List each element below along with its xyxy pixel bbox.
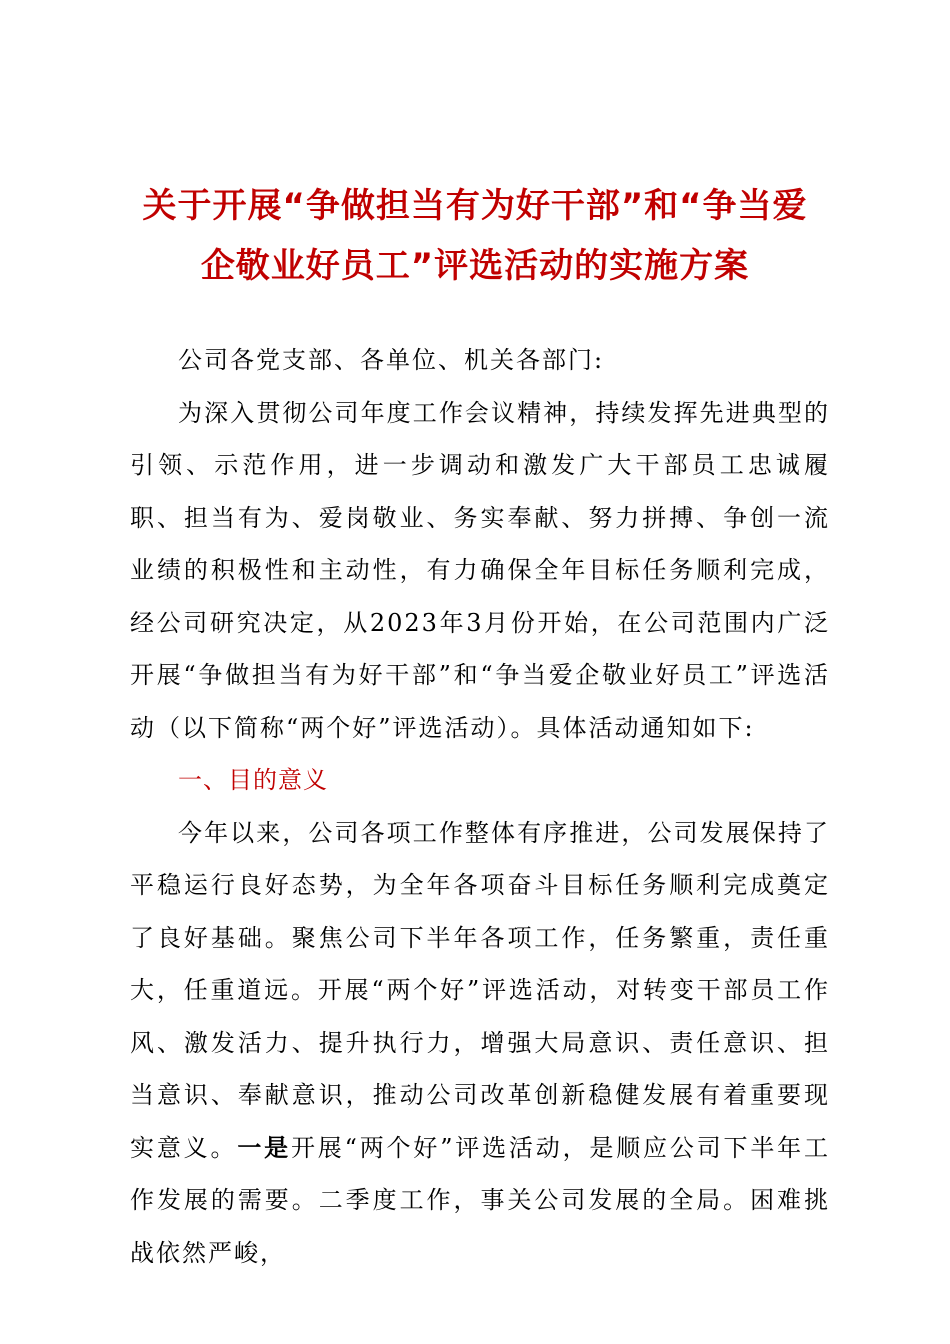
document-body — [130, 334, 830, 1279]
section-paragraph-continued: 开展“两个好”评选活动，是顺应公司下半年工作发展的需要。二季度工作，事关公司发展的全局。困难挑战依然严峻， — [130, 1133, 831, 1267]
salutation: 公司各党支部、各单位、机关各部门: — [178, 346, 605, 374]
intro-paragraph: 为深入贯彻公司年度工作会议精神，持续发挥先进典型的引领、示范作用，进一步调动和激发广大干部员工忠诚履职、担当有为、爱岗敬业、务实奉献、努力拼搏、争创一流业绩的积极性和主动性，有力确保全年目标任务顺利完成，经公司研究决定，从2023年3月份开始，在公司范围内广泛开展“争做担当有为好干部”和“争当爱企敬业好员工”评选活动（以下简称“两个好”评选活动）。具体活动通知如下: — [130, 398, 830, 742]
section-paragraph — [130, 807, 830, 1280]
section-bold-lead: 一是 — [237, 1133, 291, 1162]
section-paragraph-text: 今年以来，公司各项工作整体有序推进，公司发展保持了平稳运行良好态势，为全年各项奋斗目标任务顺利完成奠定了良好基础。聚焦公司下半年各项工作，任务繁重，责任重大，任重道远。开展“两个好”评选活动，对转变干部员工作风、激发活力、提升执行力，增强大局意识、责任意识、担当意识、奉献意识，推动公司改革创新稳健发展有着重要现实意义。 — [130, 818, 830, 1162]
title-line-2: 企敬业好员工”评选活动的实施方案 — [200, 246, 750, 286]
document-title — [100, 176, 850, 296]
section-heading-purpose: 一、目的意义 — [178, 766, 328, 794]
title-line-1: 关于开展“争做担当有为好干部”和“争当爱 — [142, 186, 808, 226]
